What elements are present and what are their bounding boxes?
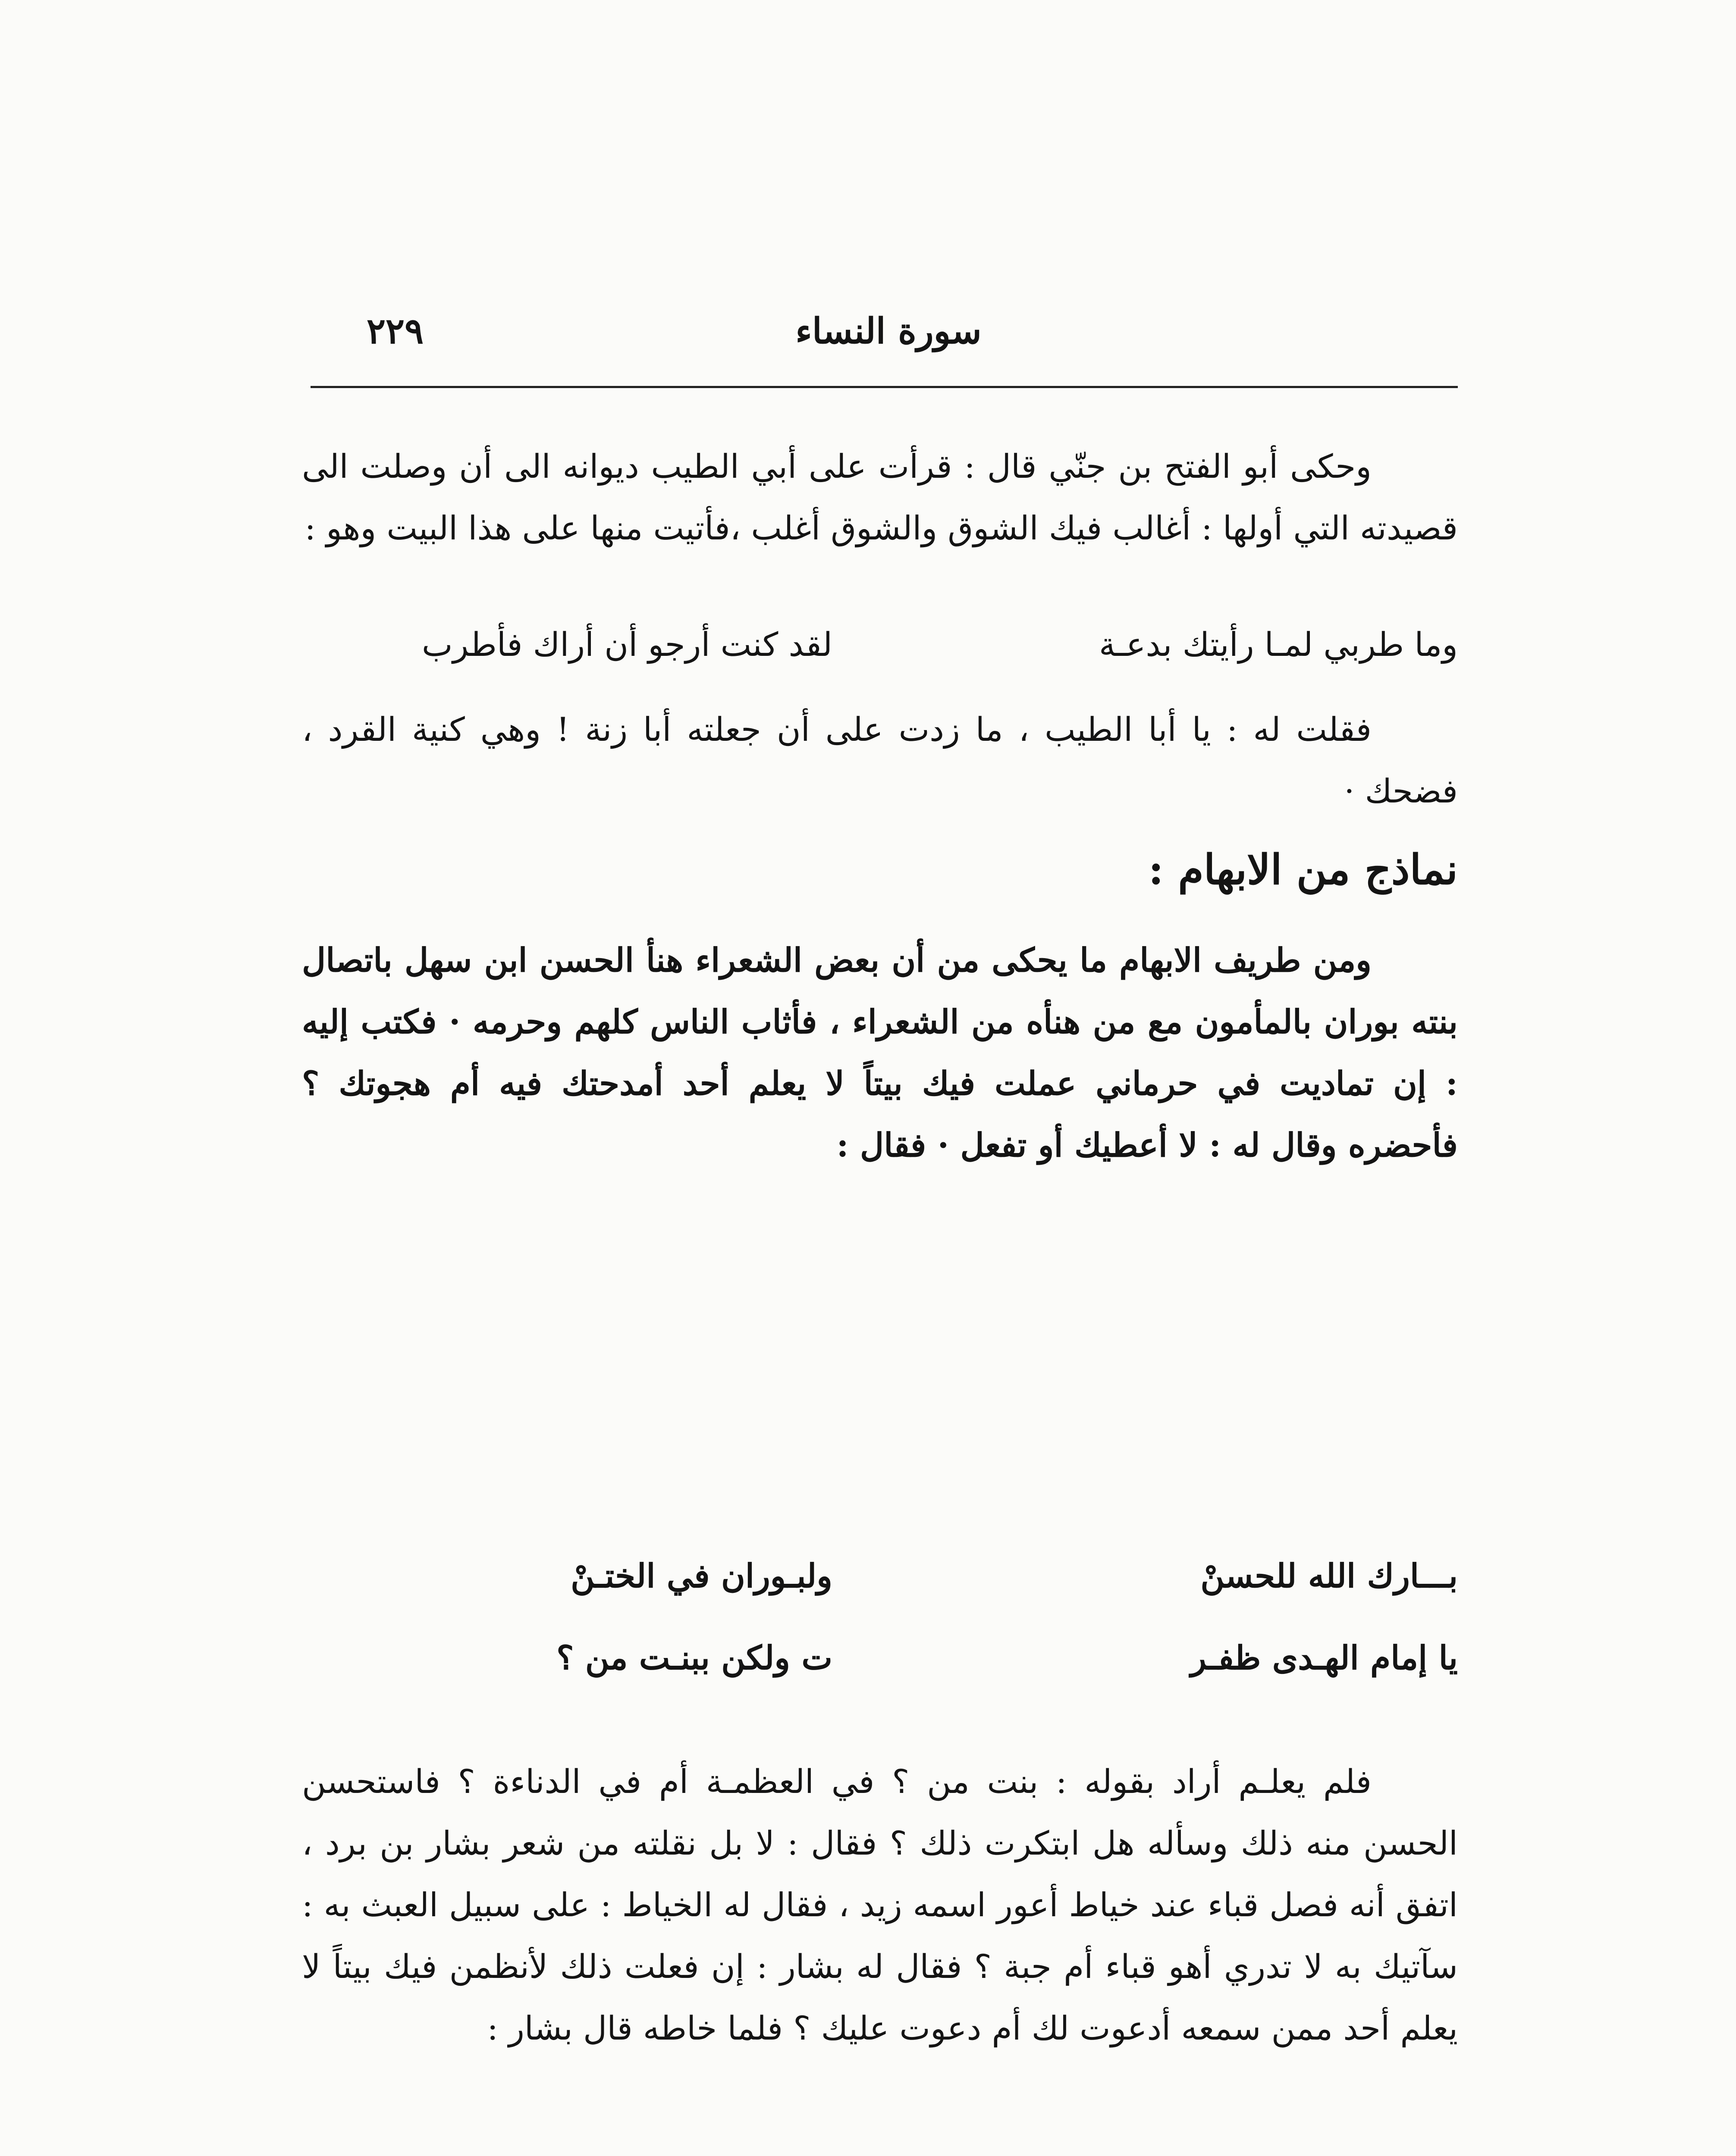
section-heading: نماذج من الابهام : bbox=[1148, 845, 1458, 894]
verse-second-hemistich: ت ولكن ببنـت من ؟ bbox=[556, 1639, 832, 1677]
verse-second-hemistich: لقد كنت أرجو أن أراك فأطرب bbox=[421, 625, 832, 664]
verse-first-hemistich: بـــارك الله للحسنْ bbox=[1200, 1557, 1458, 1595]
header-rule bbox=[311, 386, 1458, 388]
paragraph-ibn-jinni: وحكى أبو الفتح بن جنّي قال : قرأت على أبي الطيب ديوانه الى أن وصلت الى قصيدته التي أولها : أغالب فيك الشوق والشوق أغلب ،فأتيت منها على هذا البيت وهو : bbox=[302, 447, 1458, 547]
paragraph-abu-zina: فقلت له : يا أبا الطيب ، ما زدت على أن جعلته أبا زنة ! وهي كنية القرد ، فضحك · bbox=[302, 710, 1458, 810]
verse-first-hemistich: وما طربي لمـا رأيتك بدعـة bbox=[1099, 625, 1458, 664]
verse-imam bbox=[302, 1639, 1458, 1699]
verse-second-hemistich: ولبـوران في الختـنْ bbox=[571, 1557, 832, 1595]
verse-mutanabbi bbox=[302, 625, 1458, 686]
paragraph-ibham: ومن طريف الابهام ما يحكى من أن بعض الشعراء هنأ الحسن ابن سهل باتصال بنته بوران بالمأمون مع من هنأه من الشعراء ، فأثاب الناس كلهم وحرمه · فكتب إليه : إن تماديت في حرماني عملت فيك بيتاً لا يعلم أحد أمدحتك فيه أم هجوتك ؟ فأحضره وقال له : لا أعطيك أو تفعل · فقال : bbox=[302, 941, 1458, 1164]
verse-barak bbox=[302, 1557, 1458, 1617]
book-page bbox=[302, 285, 1458, 2156]
verse-first-hemistich: يا إمام الهـدى ظفـر bbox=[1190, 1639, 1458, 1677]
paragraph-bashshar: فلم يعلـم أراد بقوله : بنت من ؟ في العظمـة أم في الدناءة ؟ فاستحسن الحسن منه ذلك وسأله هل ابتكرت ذلك ؟ فقال : لا بل نقلته من شعر بشار بن برد ، اتفق أنه فصل قباء عند خياط أعور اسمه زيد ، فقال له الخياط : على سبيل العبث به : سآتيك به لا تدري أهو قباء أم جبة ؟ فقال له بشار : إن فعلت ذلك لأنظمن فيك بيتاً لا يعلم أحد ممن سمعه أدعوت لك أم دعوت عليك ؟ فلما خاطه قال بشار : bbox=[302, 1762, 1458, 2047]
running-title: سورة النساء bbox=[795, 310, 982, 352]
page-number: ٢٢٩ bbox=[367, 310, 424, 352]
page-header bbox=[319, 310, 1458, 379]
